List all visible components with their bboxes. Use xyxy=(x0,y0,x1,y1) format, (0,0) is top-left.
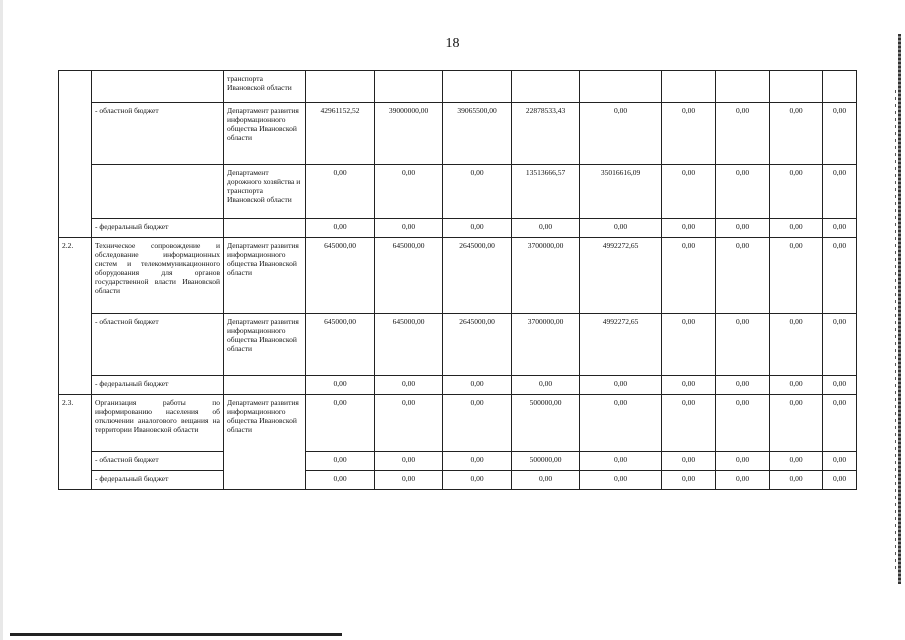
amount-cell-7: 0,00 xyxy=(716,103,770,165)
amount-cell-3: 2645000,00 xyxy=(443,314,512,376)
amount-cell-4: 22878533,43 xyxy=(512,103,580,165)
amount-cell-8: 0,00 xyxy=(770,452,823,471)
amount-cell-1: 0,00 xyxy=(306,452,375,471)
item-description-cell xyxy=(92,165,224,219)
amount-cell-7 xyxy=(716,71,770,103)
amount-cell-8: 0,00 xyxy=(770,238,823,314)
amount-cell-3: 0,00 xyxy=(443,165,512,219)
amount-cell-7: 0,00 xyxy=(716,219,770,238)
amount-cell-8: 0,00 xyxy=(770,165,823,219)
amount-cell-9: 0,00 xyxy=(823,238,857,314)
amount-cell-3: 2645000,00 xyxy=(443,238,512,314)
amount-cell-3 xyxy=(443,71,512,103)
amount-cell-6: 0,00 xyxy=(662,471,716,490)
amount-cell-4: 3700000,00 xyxy=(512,314,580,376)
amount-cell-2 xyxy=(375,71,443,103)
item-number-cell xyxy=(59,71,92,238)
amount-cell-5: 35016616,09 xyxy=(580,165,662,219)
amount-cell-9: 0,00 xyxy=(823,103,857,165)
table-row xyxy=(59,471,857,490)
table-row xyxy=(59,452,857,471)
amount-cell-2: 39000000,00 xyxy=(375,103,443,165)
item-description-cell: - федеральный бюджет xyxy=(92,471,224,490)
table-row xyxy=(59,103,857,165)
budget-table xyxy=(58,70,857,490)
amount-cell-8: 0,00 xyxy=(770,219,823,238)
amount-cell-7: 0,00 xyxy=(716,395,770,452)
amount-cell-3: 0,00 xyxy=(443,219,512,238)
amount-cell-1: 645000,00 xyxy=(306,238,375,314)
amount-cell-2: 645000,00 xyxy=(375,238,443,314)
amount-cell-8 xyxy=(770,71,823,103)
amount-cell-4: 3700000,00 xyxy=(512,238,580,314)
table-row xyxy=(59,376,857,395)
amount-cell-2: 0,00 xyxy=(375,471,443,490)
amount-cell-1: 0,00 xyxy=(306,376,375,395)
amount-cell-4: 0,00 xyxy=(512,376,580,395)
amount-cell-3: 0,00 xyxy=(443,471,512,490)
table-row xyxy=(59,165,857,219)
item-number-cell: 2.2. xyxy=(59,238,92,395)
amount-cell-6: 0,00 xyxy=(662,376,716,395)
amount-cell-6: 0,00 xyxy=(662,452,716,471)
executor-cell: Департамент дорожного хозяйства и транспорта Ивановской области xyxy=(224,165,306,219)
amount-cell-8: 0,00 xyxy=(770,395,823,452)
amount-cell-2: 0,00 xyxy=(375,165,443,219)
amount-cell-5: 0,00 xyxy=(580,376,662,395)
amount-cell-5: 0,00 xyxy=(580,471,662,490)
amount-cell-2: 0,00 xyxy=(375,452,443,471)
amount-cell-1: 0,00 xyxy=(306,219,375,238)
amount-cell-7: 0,00 xyxy=(716,165,770,219)
amount-cell-6: 0,00 xyxy=(662,238,716,314)
amount-cell-1 xyxy=(306,71,375,103)
table-row xyxy=(59,238,857,314)
amount-cell-9 xyxy=(823,71,857,103)
executor-cell: транспорта Ивановской области xyxy=(224,71,306,103)
amount-cell-9: 0,00 xyxy=(823,165,857,219)
amount-cell-3: 0,00 xyxy=(443,395,512,452)
amount-cell-5: 0,00 xyxy=(580,103,662,165)
amount-cell-7: 0,00 xyxy=(716,314,770,376)
amount-cell-5: 4992272,65 xyxy=(580,314,662,376)
amount-cell-7: 0,00 xyxy=(716,376,770,395)
amount-cell-2: 0,00 xyxy=(375,376,443,395)
item-description-cell: - областной бюджет xyxy=(92,452,224,471)
amount-cell-6 xyxy=(662,71,716,103)
amount-cell-4: 0,00 xyxy=(512,219,580,238)
amount-cell-3: 0,00 xyxy=(443,452,512,471)
amount-cell-8: 0,00 xyxy=(770,314,823,376)
executor-cell: Департамент развития информационного общества Ивановской области xyxy=(224,395,306,490)
table-row xyxy=(59,395,857,452)
amount-cell-3: 0,00 xyxy=(443,376,512,395)
executor-cell: Департамент развития информационного общества Ивановской области xyxy=(224,103,306,165)
amount-cell-1: 0,00 xyxy=(306,471,375,490)
item-description-cell: - областной бюджет xyxy=(92,314,224,376)
scan-edge-right-thin xyxy=(895,90,896,570)
amount-cell-8: 0,00 xyxy=(770,103,823,165)
amount-cell-9: 0,00 xyxy=(823,219,857,238)
table-row xyxy=(59,71,857,103)
amount-cell-1: 0,00 xyxy=(306,395,375,452)
amount-cell-5: 0,00 xyxy=(580,452,662,471)
scan-edge-right xyxy=(898,34,901,584)
item-description-cell xyxy=(92,71,224,103)
amount-cell-2: 0,00 xyxy=(375,395,443,452)
amount-cell-1: 42961152,52 xyxy=(306,103,375,165)
item-description-cell: - областной бюджет xyxy=(92,103,224,165)
page-number: 18 xyxy=(445,36,460,51)
table-row xyxy=(59,314,857,376)
executor-cell xyxy=(224,219,306,238)
executor-cell: Департамент развития информационного общества Ивановской области xyxy=(224,314,306,376)
item-number-cell: 2.3. xyxy=(59,395,92,490)
amount-cell-3: 39065500,00 xyxy=(443,103,512,165)
amount-cell-6: 0,00 xyxy=(662,219,716,238)
scan-edge-left xyxy=(0,0,3,640)
item-description-cell: Техническое сопровождение и обследование информационных систем и телекоммуникационного оборудования для органов государственной власти Ивановской области xyxy=(92,238,224,314)
amount-cell-2: 0,00 xyxy=(375,219,443,238)
amount-cell-4: 500000,00 xyxy=(512,395,580,452)
amount-cell-8: 0,00 xyxy=(770,471,823,490)
amount-cell-5: 0,00 xyxy=(580,219,662,238)
amount-cell-6: 0,00 xyxy=(662,395,716,452)
amount-cell-8: 0,00 xyxy=(770,376,823,395)
amount-cell-6: 0,00 xyxy=(662,165,716,219)
amount-cell-9: 0,00 xyxy=(823,452,857,471)
amount-cell-9: 0,00 xyxy=(823,314,857,376)
amount-cell-9: 0,00 xyxy=(823,395,857,452)
amount-cell-6: 0,00 xyxy=(662,103,716,165)
amount-cell-5 xyxy=(580,71,662,103)
item-description-cell: - федеральный бюджет xyxy=(92,219,224,238)
amount-cell-2: 645000,00 xyxy=(375,314,443,376)
amount-cell-7: 0,00 xyxy=(716,238,770,314)
table-row xyxy=(59,219,857,238)
executor-cell xyxy=(224,376,306,395)
item-description-cell: Организация работы по информированию населения об отключении аналогового вещания на территории Ивановской области xyxy=(92,395,224,452)
item-description-cell: - федеральный бюджет xyxy=(92,376,224,395)
amount-cell-9: 0,00 xyxy=(823,471,857,490)
amount-cell-5: 4992272,65 xyxy=(580,238,662,314)
amount-cell-9: 0,00 xyxy=(823,376,857,395)
scan-edge-bottom xyxy=(10,633,342,636)
amount-cell-4: 500000,00 xyxy=(512,452,580,471)
amount-cell-7: 0,00 xyxy=(716,452,770,471)
amount-cell-4 xyxy=(512,71,580,103)
amount-cell-4: 0,00 xyxy=(512,471,580,490)
executor-cell: Департамент развития информационного общества Ивановской области xyxy=(224,238,306,314)
amount-cell-1: 0,00 xyxy=(306,165,375,219)
amount-cell-1: 645000,00 xyxy=(306,314,375,376)
amount-cell-5: 0,00 xyxy=(580,395,662,452)
amount-cell-4: 13513666,57 xyxy=(512,165,580,219)
amount-cell-6: 0,00 xyxy=(662,314,716,376)
amount-cell-7: 0,00 xyxy=(716,471,770,490)
